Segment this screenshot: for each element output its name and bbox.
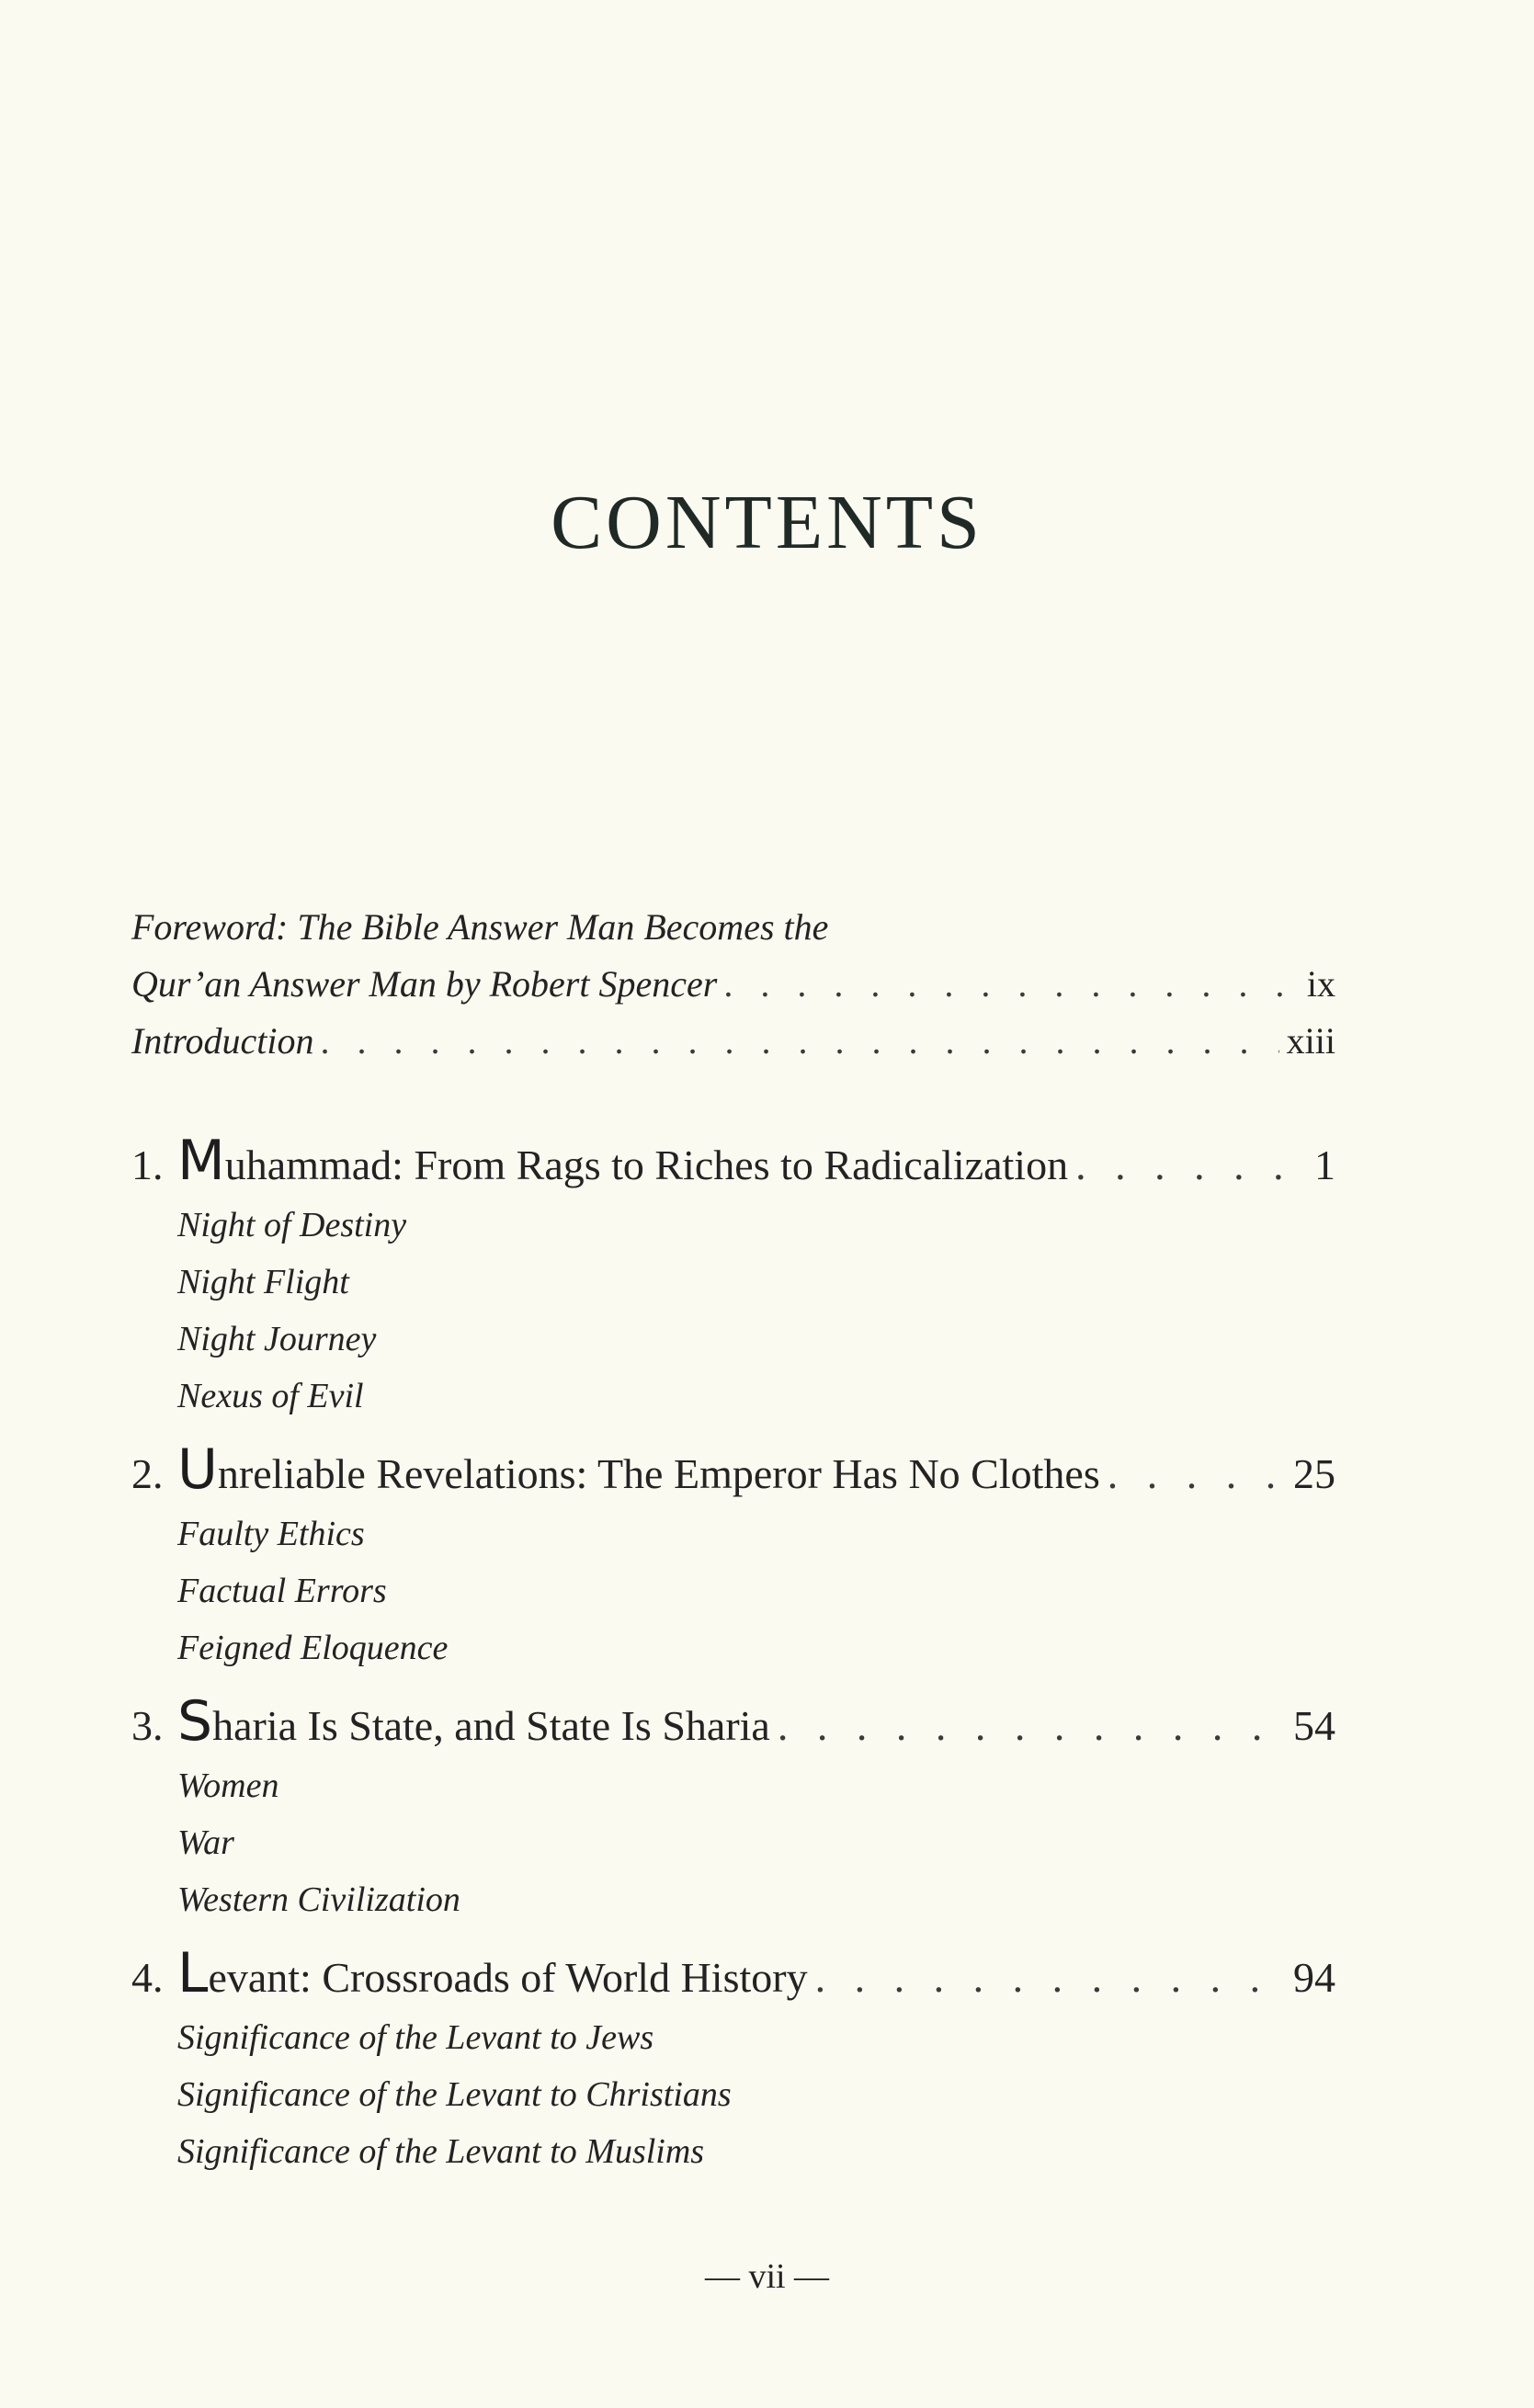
toc-entry-foreword-page: ix <box>1306 963 1335 1005</box>
chapter-1-initial: M <box>177 1129 225 1193</box>
toc-chapter-1 <box>131 1129 1335 1425</box>
dot-leader <box>1075 1134 1307 1197</box>
chapter-1-number: 1. <box>131 1142 164 1188</box>
toc-entry-introduction-text: Introduction <box>131 1020 314 1062</box>
toc-chapter-2 <box>131 1437 1335 1676</box>
chapter-3-initial: S <box>177 1689 213 1754</box>
chapter-1-sections <box>177 1197 1335 1425</box>
section-item: Feigned Eloquence <box>177 1629 449 1667</box>
chapter-3-title-rest: haria Is State, and State Is Sharia <box>212 1702 770 1749</box>
toc-entry-foreword-text-1: Foreword: The Bible Answer Man Becomes the <box>131 906 829 948</box>
toc-entry-introduction-page: xiii <box>1286 1020 1335 1062</box>
section-item: Significance of the Levant to Jews <box>177 2018 654 2057</box>
chapter-4-sections <box>177 2009 1335 2180</box>
dot-leader <box>1108 1443 1286 1505</box>
chapter-2-number: 2. <box>131 1450 164 1497</box>
chapter-4-initial: L <box>177 1941 209 2005</box>
toc-chapter-4 <box>131 1941 1335 2180</box>
toc-chapter-3 <box>131 1689 1335 1928</box>
toc-entry-foreword-line-2 <box>131 956 1335 1013</box>
chapter-1-heading <box>131 1129 1335 1197</box>
chapter-3-page: 54 <box>1293 1702 1335 1749</box>
chapter-1-title-rest: uhammad: From Rags to Riches to Radicalization <box>224 1142 1069 1188</box>
dot-leader <box>815 1947 1286 2009</box>
dot-leader <box>778 1695 1286 1757</box>
toc-entry-foreword-text-2: Qur’an Answer Man by Robert Spencer <box>131 963 718 1005</box>
section-item: Nexus of Evil <box>177 1377 364 1415</box>
section-item: Significance of the Levant to Muslims <box>177 2132 705 2171</box>
chapter-1-title <box>177 1129 1069 1197</box>
chapter-2-heading <box>131 1437 1335 1505</box>
dot-leader <box>724 956 1300 1013</box>
page-title: CONTENTS <box>551 480 983 565</box>
section-item: Significance of the Levant to Christians <box>177 2075 732 2114</box>
chapter-2-title <box>177 1437 1100 1505</box>
section-item: Factual Errors <box>177 1572 387 1610</box>
table-of-contents <box>131 899 1335 2180</box>
chapter-3-title <box>177 1689 770 1757</box>
chapter-4-number: 4. <box>131 1954 164 2001</box>
section-item: Night of Destiny <box>177 1206 407 1244</box>
chapter-3-number: 3. <box>131 1702 164 1749</box>
chapter-2-title-rest: nreliable Revelations: The Emperor Has No Clothes <box>217 1450 1100 1497</box>
toc-entry-introduction <box>131 1013 1335 1070</box>
chapter-4-title <box>177 1941 808 2009</box>
dot-leader <box>322 1013 1279 1070</box>
section-item: War <box>177 1823 234 1862</box>
chapter-3-sections <box>177 1757 1335 1928</box>
page-folio: — vii — <box>704 2257 830 2296</box>
chapter-4-heading <box>131 1941 1335 2009</box>
chapter-1-page: 1 <box>1314 1142 1335 1188</box>
section-item: Women <box>177 1766 279 1805</box>
section-item: Western Civilization <box>177 1880 460 1919</box>
toc-entry-foreword-line-1 <box>131 899 1335 956</box>
section-item: Night Journey <box>177 1320 377 1358</box>
chapter-2-page: 25 <box>1293 1450 1335 1497</box>
chapter-2-initial: U <box>177 1437 218 1502</box>
chapter-3-heading <box>131 1689 1335 1757</box>
section-item: Night Flight <box>177 1263 349 1301</box>
section-item: Faulty Ethics <box>177 1515 365 1553</box>
chapter-2-sections <box>177 1505 1335 1676</box>
chapter-4-page: 94 <box>1293 1954 1335 2001</box>
toc-entry-foreword <box>131 899 1335 1013</box>
chapter-4-title-rest: evant: Crossroads of World History <box>208 1954 808 2001</box>
